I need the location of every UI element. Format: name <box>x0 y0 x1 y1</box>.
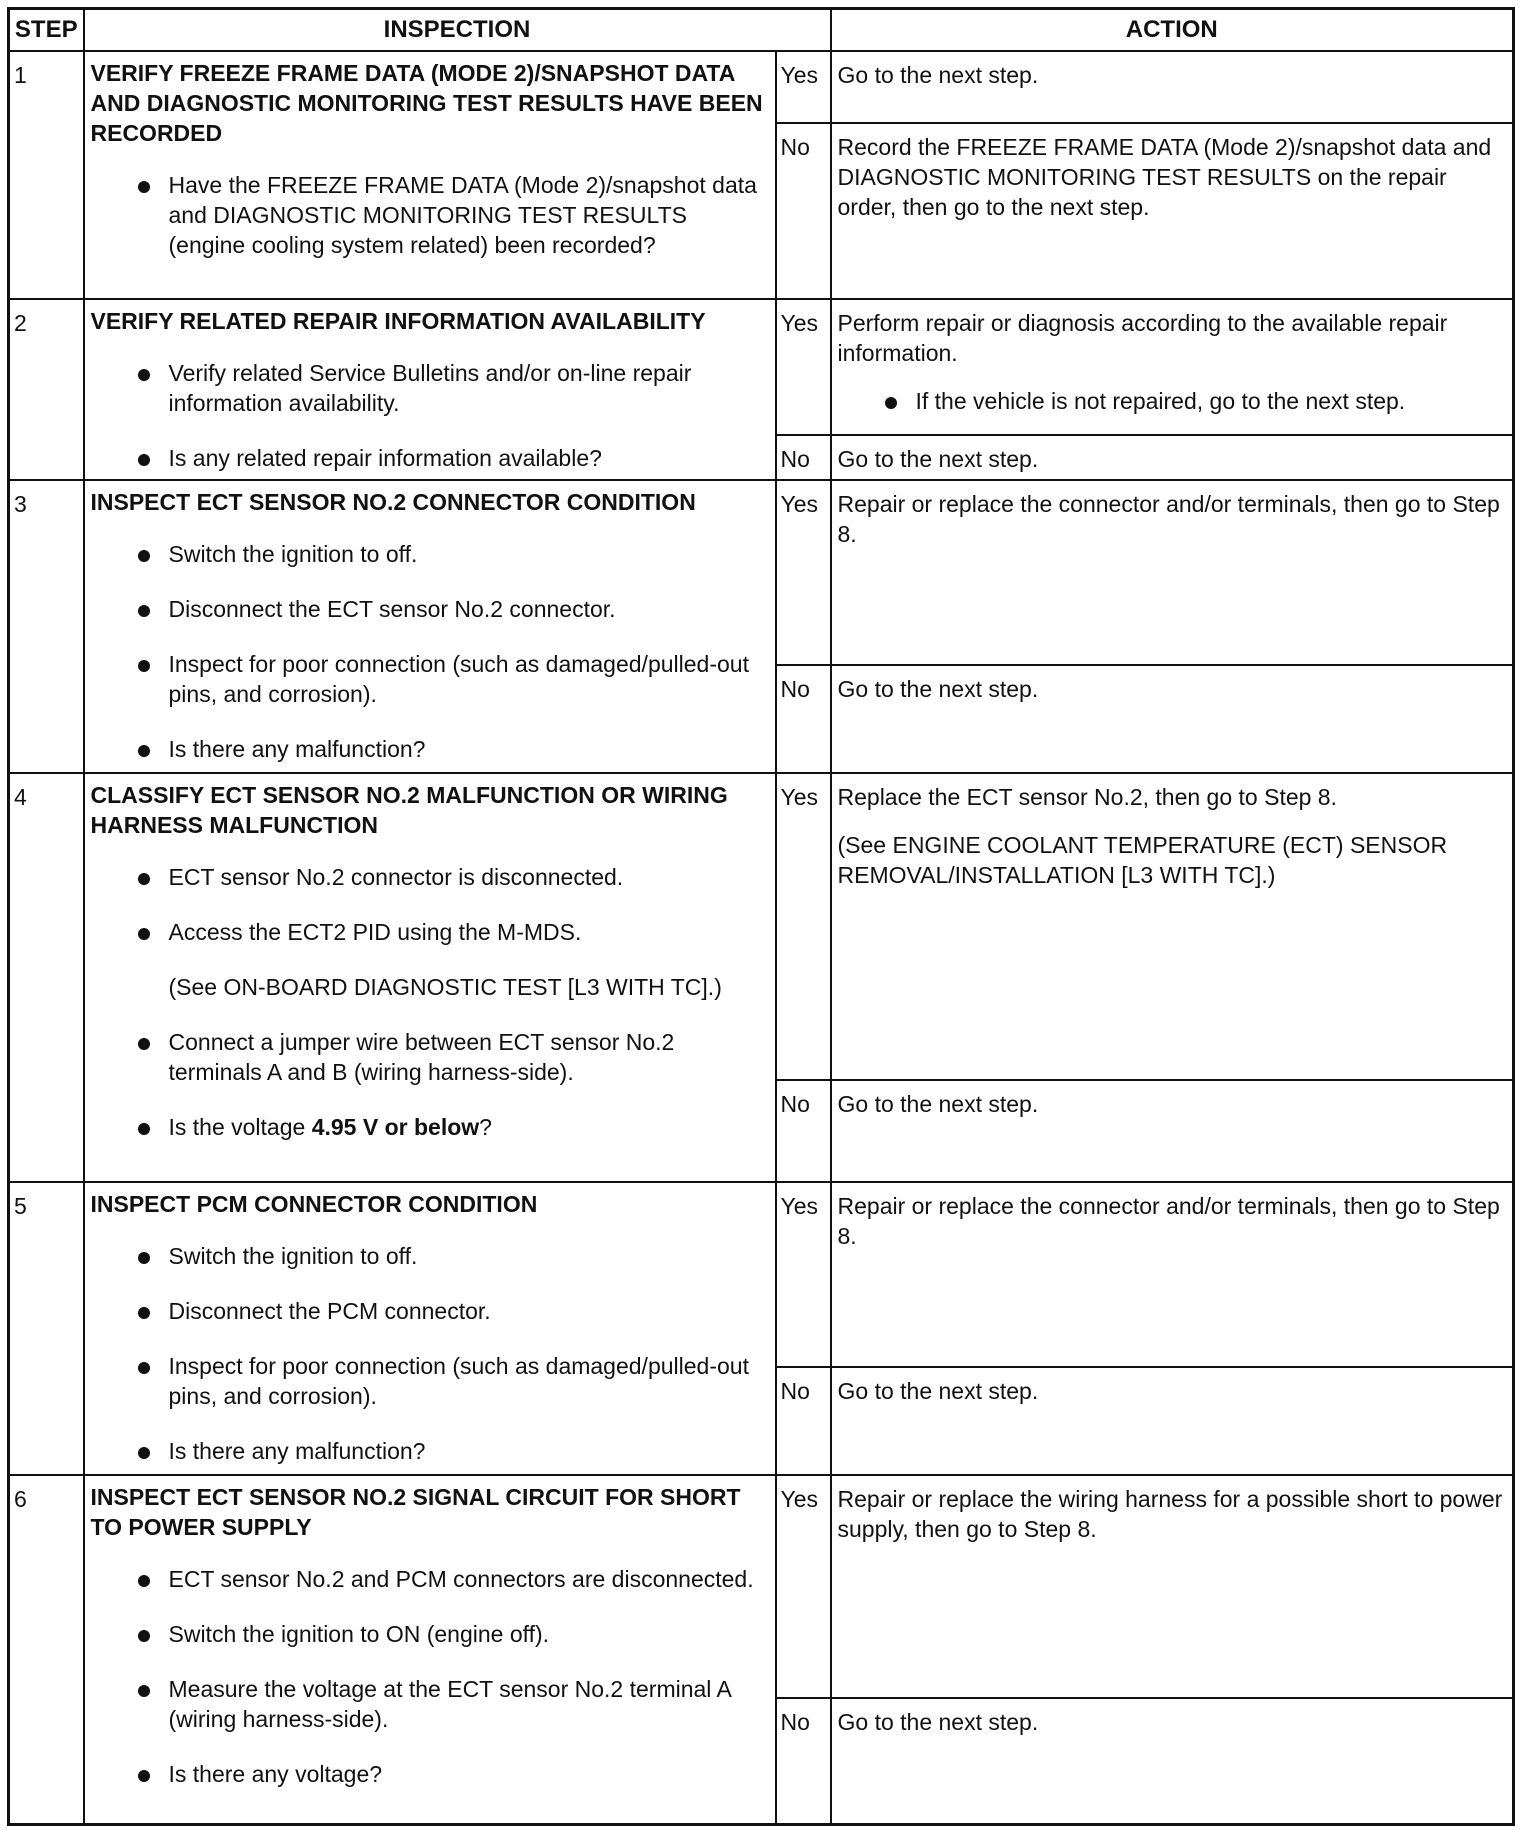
step-6-yes-row <box>9 1475 1514 1698</box>
action-text: Repair or replace the connector and/or terminals, then go to Step 8. <box>837 490 1500 547</box>
no-label: No <box>776 665 831 773</box>
header-row <box>9 9 1514 51</box>
action-text: Repair or replace the wiring harness for a possible short to power supply, then go to Step 8. <box>837 1485 1503 1542</box>
action-text: Go to the next step. <box>837 1708 1039 1735</box>
action-yes <box>831 1182 1514 1367</box>
step-1-inspection <box>84 51 776 299</box>
step-title: CLASSIFY ECT SENSOR NO.2 MALFUNCTION OR WIRING HARNESS MALFUNCTION <box>90 781 728 838</box>
step-title: INSPECT ECT SENSOR NO.2 SIGNAL CIRCUIT FOR SHORT TO POWER SUPPLY <box>90 1483 741 1540</box>
inspection-bullet: Switch the ignition to off. <box>91 539 769 569</box>
action-reference: (See ENGINE COOLANT TEMPERATURE (ECT) SENSOR REMOVAL/INSTALLATION [L3 WITH TC].) <box>837 831 1448 888</box>
inspection-bullet: Access the ECT2 PID using the M-MDS. <box>91 917 769 947</box>
action-no <box>831 1080 1514 1182</box>
action-no <box>831 1698 1514 1825</box>
inspection-bullet: Is there any malfunction? <box>91 734 769 764</box>
step-3-inspection <box>84 480 776 773</box>
action-text: Replace the ECT sensor No.2, then go to Step 8. <box>837 783 1337 810</box>
inspection-bullet: Switch the ignition to off. <box>91 1241 769 1271</box>
inspection-bullet: Measure the voltage at the ECT sensor No.2 terminal A (wiring harness-side). <box>91 1674 769 1734</box>
inspection-bullet: ECT sensor No.2 connector is disconnected. <box>91 862 769 892</box>
inspection-bullet: ECT sensor No.2 and PCM connectors are disconnected. <box>91 1564 769 1594</box>
step-number: 2 <box>9 299 84 480</box>
question-mark: ? <box>479 1113 492 1140</box>
header-action: ACTION <box>831 9 1514 51</box>
step-title: VERIFY FREEZE FRAME DATA (MODE 2)/SNAPSHOT DATA AND DIAGNOSTIC MONITORING TEST RESULTS HAVE BEEN RECORDED <box>90 59 763 146</box>
action-text: Repair or replace the connector and/or terminals, then go to Step 8. <box>837 1192 1500 1249</box>
inspection-bullet: Disconnect the ECT sensor No.2 connector. <box>91 594 769 624</box>
step-2-inspection <box>84 299 776 480</box>
no-label: No <box>776 1698 831 1825</box>
diagnostic-procedure-document <box>7 7 1512 1823</box>
action-text: Go to the next step. <box>837 1090 1039 1117</box>
action-no <box>831 1367 1514 1475</box>
no-label: No <box>776 123 831 299</box>
no-label: No <box>776 1367 831 1475</box>
step-6-inspection <box>84 1475 776 1825</box>
step-number: 6 <box>9 1475 84 1825</box>
step-number: 3 <box>9 480 84 773</box>
inspection-bullet: Have the FREEZE FRAME DATA (Mode 2)/snapshot data and DIAGNOSTIC MONITORING TEST RESULTS (engine cooling system related) been recorded? <box>91 170 769 260</box>
voltage-threshold: 4.95 V or below <box>311 1113 480 1140</box>
action-text: Go to the next step. <box>837 61 1039 88</box>
action-text: Perform repair or diagnosis according to the available repair information. <box>837 309 1448 366</box>
inspection-bullet: Is there any malfunction? <box>91 1436 769 1466</box>
action-yes <box>831 51 1514 123</box>
inspection-bullet: Connect a jumper wire between ECT sensor No.2 terminals A and B (wiring harness-side). <box>91 1027 769 1087</box>
action-yes <box>831 299 1514 435</box>
step-number: 4 <box>9 773 84 1182</box>
action-yes <box>831 1475 1514 1698</box>
inspection-bullet: Is there any voltage? <box>91 1759 769 1789</box>
action-bullet: If the vehicle is not repaired, go to the next step. <box>838 386 1507 416</box>
inspection-bullet: Inspect for poor connection (such as damaged/pulled-out pins, and corrosion). <box>91 649 769 709</box>
inspection-bullet: Is any related repair information available? <box>91 443 769 473</box>
step-4-yes-row <box>9 773 1514 1080</box>
step-title: INSPECT ECT SENSOR NO.2 CONNECTOR CONDITION <box>90 488 696 515</box>
step-4-inspection <box>84 773 776 1182</box>
yes-label: Yes <box>776 1182 831 1367</box>
inspection-reference: (See ON-BOARD DIAGNOSTIC TEST [L3 WITH TC].) <box>168 973 722 1000</box>
step-5-inspection <box>84 1182 776 1475</box>
inspection-bullet: Disconnect the PCM connector. <box>91 1296 769 1326</box>
action-text: Go to the next step. <box>837 445 1039 472</box>
action-text: Go to the next step. <box>837 675 1039 702</box>
action-no <box>831 665 1514 773</box>
step-5-yes-row <box>9 1182 1514 1367</box>
inspection-bullet: Inspect for poor connection (such as damaged/pulled-out pins, and corrosion). <box>91 1351 769 1411</box>
no-label: No <box>776 1080 831 1182</box>
yes-label: Yes <box>776 773 831 1080</box>
yes-label: Yes <box>776 51 831 123</box>
step-3-yes-row <box>9 480 1514 665</box>
step-1-yes-row <box>9 51 1514 123</box>
inspection-question <box>91 1112 769 1142</box>
yes-label: Yes <box>776 299 831 435</box>
inspection-bullet: Switch the ignition to ON (engine off). <box>91 1619 769 1649</box>
step-title: INSPECT PCM CONNECTOR CONDITION <box>90 1190 538 1217</box>
action-text: Record the FREEZE FRAME DATA (Mode 2)/snapshot data and DIAGNOSTIC MONITORING TEST RESULTS on the repair order, then go to the next step. <box>837 133 1492 220</box>
yes-label: Yes <box>776 1475 831 1698</box>
yes-label: Yes <box>776 480 831 665</box>
action-yes <box>831 773 1514 1080</box>
action-yes <box>831 480 1514 665</box>
inspection-bullet: Verify related Service Bulletins and/or on-line repair information availability. <box>91 358 769 418</box>
header-step: STEP <box>9 9 84 51</box>
action-text: Go to the next step. <box>837 1377 1039 1404</box>
step-number: 5 <box>9 1182 84 1475</box>
question-text: Is the voltage <box>168 1113 312 1140</box>
step-title: VERIFY RELATED REPAIR INFORMATION AVAILABILITY <box>90 307 706 334</box>
header-inspection: INSPECTION <box>84 9 831 51</box>
no-label: No <box>776 435 831 480</box>
step-number: 1 <box>9 51 84 299</box>
step-2-yes-row <box>9 299 1514 435</box>
action-no <box>831 123 1514 299</box>
action-no <box>831 435 1514 480</box>
diagnostic-table <box>7 7 1515 1826</box>
